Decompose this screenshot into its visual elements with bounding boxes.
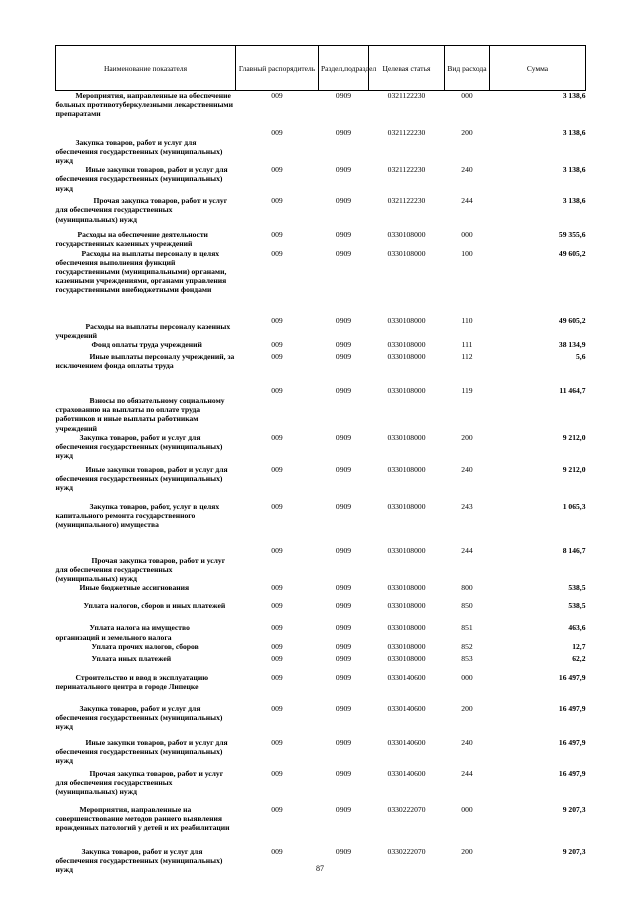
row-section: 0909 (335, 583, 352, 593)
row-main-manager: 009 (271, 545, 283, 555)
row-section: 0909 (335, 641, 352, 651)
row-section: 0909 (335, 385, 352, 395)
row-main-manager: 009 (271, 230, 283, 240)
row-target-article: 0330108000 (387, 545, 426, 555)
row-name: Взносы по обязательному социальному страхованию на выплаты по оплате труда работников и иные выплаты работникам учреждений (55, 395, 225, 433)
row-main-manager: 009 (271, 653, 283, 663)
row-name: Уплата иных платежей (91, 653, 172, 663)
row-main-manager: 009 (271, 385, 283, 395)
row-expense-kind: 119 (461, 385, 473, 395)
row-expense-kind: 244 (461, 768, 473, 778)
table-row (56, 249, 586, 316)
row-expense-kind: 000 (461, 804, 473, 814)
table-row (56, 583, 586, 601)
row-main-manager: 009 (271, 432, 283, 442)
row-amount: 3 138,6 (562, 196, 586, 206)
row-target-article: 0330108000 (387, 339, 426, 349)
row-amount: 463,6 (568, 623, 586, 633)
row-section: 0909 (335, 672, 352, 682)
row-main-manager: 009 (271, 703, 283, 713)
row-main-manager: 009 (271, 672, 283, 682)
row-name: Иные бюджетные ассигнования (79, 583, 190, 593)
row-expense-kind: 200 (461, 846, 473, 856)
row-name: Мероприятия, направленные на обеспечение больных противотуберкулезными лекарственными препаратами (55, 91, 233, 119)
row-main-manager: 009 (271, 501, 283, 511)
row-main-manager: 009 (271, 846, 283, 856)
row-section: 0909 (335, 196, 352, 206)
row-target-article: 0330222070 (387, 804, 426, 814)
table-row (56, 352, 586, 386)
row-section: 0909 (335, 653, 352, 663)
row-amount: 16 497,9 (558, 737, 586, 747)
header-expense-kind: Вид расхода (445, 46, 490, 91)
row-main-manager: 009 (271, 339, 283, 349)
table-row (56, 769, 586, 805)
table-body (56, 91, 586, 877)
row-amount: 538,5 (568, 583, 586, 593)
row-name: Мероприятия, направленные на совершенствование методов раннего выявления врожденных патологий у детей и их реабилитации (55, 804, 230, 833)
row-name: Прочая закупка товаров, работ и услуг для обеспечения государственных (муниципальных) нужд (55, 768, 224, 797)
row-name: Фонд оплаты труда учреждений (91, 339, 202, 349)
row-main-manager: 009 (271, 315, 283, 325)
row-expense-kind: 111 (461, 339, 473, 349)
row-name: Закупка товаров, работ, услуг в целях капитального ремонта государственного (муниципального) имущества (55, 501, 220, 530)
row-amount: 16 497,9 (558, 768, 586, 778)
row-amount: 9 207,3 (562, 804, 586, 814)
row-expense-kind: 112 (461, 351, 473, 361)
table-row (56, 601, 586, 623)
header-amount: Сумма (490, 46, 586, 91)
row-main-manager: 009 (271, 165, 283, 175)
row-amount: 9 212,0 (562, 464, 586, 474)
table-row (56, 673, 586, 704)
table-row (56, 165, 586, 196)
row-target-article: 0321122230 (387, 165, 426, 175)
table-header-row (56, 46, 586, 91)
row-expense-kind: 000 (461, 230, 473, 240)
table-row (56, 91, 586, 128)
table-row (56, 704, 586, 738)
row-amount: 9 207,3 (562, 846, 586, 856)
row-main-manager: 009 (271, 768, 283, 778)
row-expense-kind: 243 (461, 501, 473, 511)
row-amount: 5,6 (576, 351, 586, 361)
table-row (56, 623, 586, 641)
header-target-article: Целевая статья (369, 46, 445, 91)
row-amount: 538,5 (568, 601, 586, 611)
header-section: Раздел,подраздел (319, 46, 369, 91)
table-row (56, 433, 586, 465)
table-row (56, 316, 586, 340)
row-amount: 16 497,9 (558, 672, 586, 682)
row-section: 0909 (335, 315, 352, 325)
row-section: 0909 (335, 248, 352, 258)
table-row (56, 546, 586, 584)
row-section: 0909 (335, 737, 352, 747)
row-target-article: 0321122230 (387, 127, 426, 137)
row-amount: 8 146,7 (562, 545, 586, 555)
row-main-manager: 009 (271, 464, 283, 474)
row-expense-kind: 240 (461, 737, 473, 747)
row-section: 0909 (335, 804, 352, 814)
row-main-manager: 009 (271, 248, 283, 258)
row-name: Расходы на выплаты персоналу казенных учреждений (55, 321, 231, 340)
row-amount: 3 138,6 (562, 91, 586, 100)
row-expense-kind: 853 (461, 653, 473, 663)
row-name: Иные закупки товаров, работ и услуг для обеспечения государственных (муниципальных) нужд (55, 464, 228, 493)
row-section: 0909 (335, 351, 352, 361)
row-target-article: 0330140600 (387, 672, 426, 682)
row-section: 0909 (335, 703, 352, 713)
row-name: Закупка товаров, работ и услуг для обеспечения государственных (муниципальных) нужд (55, 703, 223, 732)
row-amount: 49 605,2 (558, 315, 586, 325)
row-name: Строительство и ввод в эксплуатацию перинатального центра в городе Липецке (55, 672, 209, 691)
row-section: 0909 (335, 601, 352, 611)
table-row (56, 738, 586, 769)
row-expense-kind: 100 (461, 248, 473, 258)
row-target-article: 0330108000 (387, 385, 426, 395)
row-name: Закупка товаров, работ и услуг для обеспечения государственных (муниципальных) нужд (55, 137, 223, 165)
row-expense-kind: 800 (461, 583, 473, 593)
row-amount: 12,7 (572, 641, 586, 651)
row-amount: 59 355,6 (558, 230, 586, 240)
row-target-article: 0321122230 (387, 91, 426, 100)
row-name: Закупка товаров, работ и услуг для обеспечения государственных (муниципальных) нужд (55, 846, 223, 875)
row-name: Расходы на обеспечение деятельности государственных казенных учреждений (55, 230, 208, 249)
row-amount: 16 497,9 (558, 703, 586, 713)
row-target-article: 0330108000 (387, 641, 426, 651)
row-expense-kind: 244 (461, 545, 473, 555)
table-row (56, 642, 586, 654)
row-section: 0909 (335, 230, 352, 240)
row-expense-kind: 200 (461, 432, 473, 442)
row-section: 0909 (335, 432, 352, 442)
row-section: 0909 (335, 91, 352, 100)
row-expense-kind: 200 (461, 703, 473, 713)
row-name: Иные закупки товаров, работ и услуг для обеспечения государственных (муниципальных) нужд (55, 165, 228, 193)
row-expense-kind: 240 (461, 464, 473, 474)
row-main-manager: 009 (271, 737, 283, 747)
row-name: Уплата налога на имущество организаций и земельного налога (55, 623, 190, 642)
table-row (56, 128, 586, 166)
header-name: Наименование показателя (56, 46, 236, 91)
row-name: Расходы на выплаты персоналу в целях обеспечения выполнения функций государственными (муниципальными) органами, казенными учреждениями, органами управления государственными внебюджетными фондами (55, 248, 227, 295)
row-expense-kind: 000 (461, 672, 473, 682)
table-row (56, 196, 586, 230)
row-main-manager: 009 (271, 127, 283, 137)
row-expense-kind: 240 (461, 165, 473, 175)
row-target-article: 0330108000 (387, 601, 426, 611)
row-expense-kind: 110 (461, 315, 473, 325)
row-main-manager: 009 (271, 91, 283, 100)
row-main-manager: 009 (271, 623, 283, 633)
row-target-article: 0330108000 (387, 464, 426, 474)
row-target-article: 0330108000 (387, 351, 426, 361)
row-section: 0909 (335, 545, 352, 555)
row-target-article: 0330108000 (387, 248, 426, 258)
row-target-article: 0330108000 (387, 653, 426, 663)
row-main-manager: 009 (271, 583, 283, 593)
page-number: 87 (316, 864, 324, 873)
row-target-article: 0330108000 (387, 623, 426, 633)
row-target-article: 0330140600 (387, 737, 426, 747)
row-section: 0909 (335, 339, 352, 349)
row-amount: 49 605,2 (558, 248, 586, 258)
row-amount: 1 065,3 (562, 501, 586, 511)
row-name: Уплата прочих налогов, сборов (91, 641, 199, 651)
header-main-manager: Главный распорядитель (236, 46, 319, 91)
row-target-article: 0330108000 (387, 230, 426, 240)
table-row (56, 230, 586, 248)
row-name: Иные выплаты персоналу учреждений, за исключением фонда оплаты труда (55, 351, 235, 371)
row-expense-kind: 200 (461, 127, 473, 137)
row-section: 0909 (335, 127, 352, 137)
row-name: Прочая закупка товаров, работ и услуг для обеспечения государственных (муниципальных) нужд (55, 196, 228, 224)
row-name: Иные закупки товаров, работ и услуг для обеспечения государственных (муниципальных) нужд (55, 737, 228, 766)
table-row (56, 386, 586, 433)
table-row (56, 654, 586, 673)
row-amount: 62,2 (572, 653, 586, 663)
row-section: 0909 (335, 846, 352, 856)
table-row (56, 502, 586, 546)
row-target-article: 0330108000 (387, 432, 426, 442)
row-main-manager: 009 (271, 804, 283, 814)
row-expense-kind: 851 (461, 623, 473, 633)
row-name: Прочая закупка товаров, работ и услуг для обеспечения государственных (муниципальных) нужд (55, 555, 226, 584)
row-section: 0909 (335, 768, 352, 778)
row-amount: 3 138,6 (562, 127, 586, 137)
table-row (56, 805, 586, 847)
row-name: Закупка товаров, работ и услуг для обеспечения государственных (муниципальных) нужд (55, 432, 223, 461)
table-row (56, 340, 586, 352)
table-row (56, 465, 586, 502)
row-main-manager: 009 (271, 601, 283, 611)
row-expense-kind: 000 (461, 91, 473, 100)
row-target-article: 0330108000 (387, 583, 426, 593)
row-name: Уплата налогов, сборов и иных платежей (83, 601, 226, 611)
row-target-article: 0330140600 (387, 768, 426, 778)
row-amount: 9 212,0 (562, 432, 586, 442)
row-target-article: 0330140600 (387, 703, 426, 713)
row-main-manager: 009 (271, 196, 283, 206)
row-amount: 11 464,7 (559, 385, 586, 395)
budget-table (55, 45, 586, 877)
row-target-article: 0321122230 (387, 196, 426, 206)
row-target-article: 0330108000 (387, 315, 426, 325)
row-target-article: 0330222070 (387, 846, 426, 856)
row-section: 0909 (335, 501, 352, 511)
row-section: 0909 (335, 464, 352, 474)
row-section: 0909 (335, 623, 352, 633)
row-expense-kind: 244 (461, 196, 473, 206)
row-amount: 3 138,6 (562, 165, 586, 175)
row-main-manager: 009 (271, 641, 283, 651)
row-expense-kind: 852 (461, 641, 473, 651)
row-amount: 38 134,9 (558, 339, 586, 349)
row-section: 0909 (335, 165, 352, 175)
row-target-article: 0330108000 (387, 501, 426, 511)
row-main-manager: 009 (271, 351, 283, 361)
row-expense-kind: 850 (461, 601, 473, 611)
